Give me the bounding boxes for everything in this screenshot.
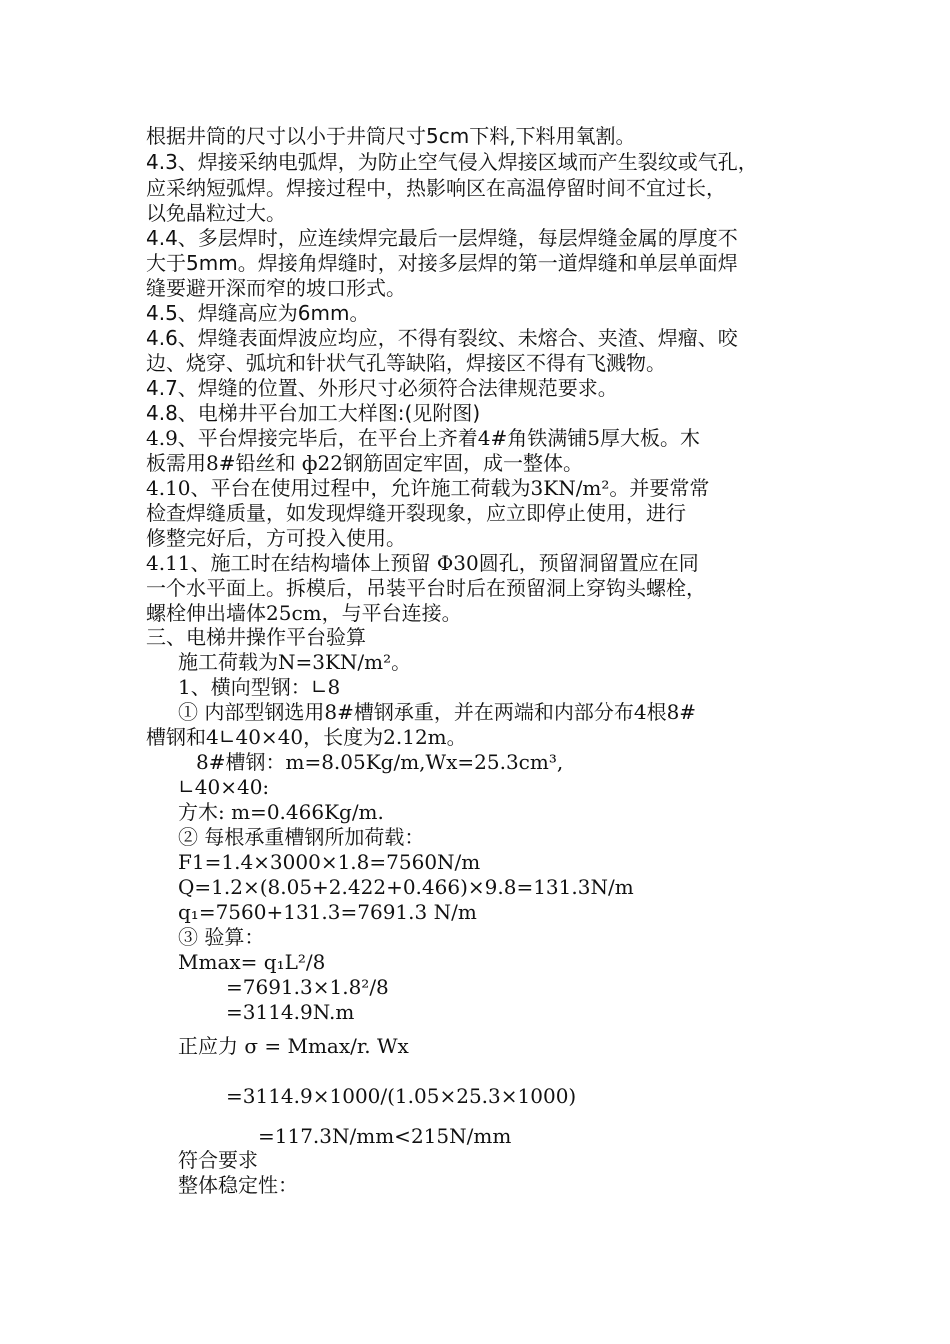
text-line: 4.9、平台焊接完毕后，在平台上齐着4#角铁满铺5厚大板。木 (146, 426, 701, 450)
text-line: 大于5mm。焊接角焊缝时，对接多层焊的第一道焊缝和单层单面焊 (146, 251, 738, 275)
text-line: 缝要避开深而窄的坡口形式。 (146, 276, 406, 300)
text-line: 施工荷载为N=3KN/m²。 (178, 650, 412, 674)
text-line: ③ 验算： (178, 925, 265, 949)
text-line: 4.4、多层焊时，应连续焊完最后一层焊缝，每层焊缝金属的厚度不 (146, 226, 738, 250)
formula-line: 正应力 σ = Mmax/r. Wx (178, 1034, 409, 1058)
text-line: 螺栓伸出墙体25cm，与平台连接。 (146, 601, 462, 625)
formula-line: Mmax= q₁L²/8 (178, 950, 326, 974)
text-line: 4.6、焊缝表面焊波应均应，不得有裂纹、未熔合、夹渣、焊瘤、咬 (146, 326, 738, 350)
text-line: 板需用8#铅丝和 ф22钢筋固定牢固，成一整体。 (146, 451, 583, 475)
text-line: 符合要求 (178, 1148, 258, 1172)
text-line: 4.11、施工时在结构墙体上预留 Φ30圆孔，预留洞留置应在同 (146, 551, 699, 575)
formula-line: =3114.9N.m (226, 1000, 355, 1024)
formula-line: F1=1.4×3000×1.8=7560N/m (178, 850, 481, 874)
formula-line: q₁=7560+131.3=7691.3 N/m (178, 900, 477, 924)
formula-line: =117.3N/mm<215N/mm (258, 1124, 512, 1148)
text-line: 4.5、焊缝高应为6mm。 (146, 301, 370, 325)
text-line: 边、烧穿、弧坑和针状气孔等缺陷，焊接区不得有飞溅物。 (146, 351, 666, 375)
text-line: 应采纳短弧焊。焊接过程中，热影响区在高温停留时间不宜过长， (146, 176, 726, 200)
text-line: ① 内部型钢选用8#槽钢承重，并在两端和内部分布4根8# (178, 700, 697, 724)
text-line: 4.3、焊接采纳电弧焊，为防止空气侵入焊接区域而产生裂纹或气孔， (146, 150, 758, 174)
formula-line: 8#槽钢：m=8.05Kg/m,Wx=25.3cm³, (196, 750, 564, 774)
text-line: 4.7、焊缝的位置、外形尺寸必须符合法律规范要求。 (146, 376, 618, 400)
text-line: 以免晶粒过大。 (146, 201, 286, 225)
formula-line: =7691.3×1.8²/8 (226, 975, 389, 999)
text-line: 一个水平面上。拆模后，吊装平台时后在预留洞上穿钩头螺栓， (146, 576, 706, 600)
text-line: 修整完好后，方可投入使用。 (146, 526, 406, 550)
text-line: 检查焊缝质量，如发现焊缝开裂现象，应立即停止使用，进行 (146, 501, 686, 525)
text-line: 整体稳定性： (178, 1173, 298, 1197)
text-line: 根据井筒的尺寸以小于井筒尺寸5cm下料,下料用氧割。 (146, 124, 636, 148)
text-line: 4.8、电梯井平台加工大样图:(见附图) (146, 401, 481, 425)
section-heading: 三、电梯井操作平台验算 (146, 625, 366, 649)
formula-line: Q=1.2×(8.05+2.422+0.466)×9.8=131.3N/m (178, 875, 634, 899)
text-line: 1、横向型钢：∟8 (178, 675, 341, 699)
formula-line: =3114.9×1000/(1.05×25.3×1000) (226, 1084, 577, 1108)
formula-line: ∟40×40: (178, 775, 270, 799)
formula-line: 方木: m=0.466Kg/m. (178, 800, 384, 824)
text-line: 槽钢和4∟40×40，长度为2.12m。 (146, 725, 467, 749)
text-line: ② 每根承重槽钢所加荷载： (178, 825, 425, 849)
text-line: 4.10、平台在使用过程中，允许施工荷载为3KN/m²。并要常常 (146, 476, 710, 500)
